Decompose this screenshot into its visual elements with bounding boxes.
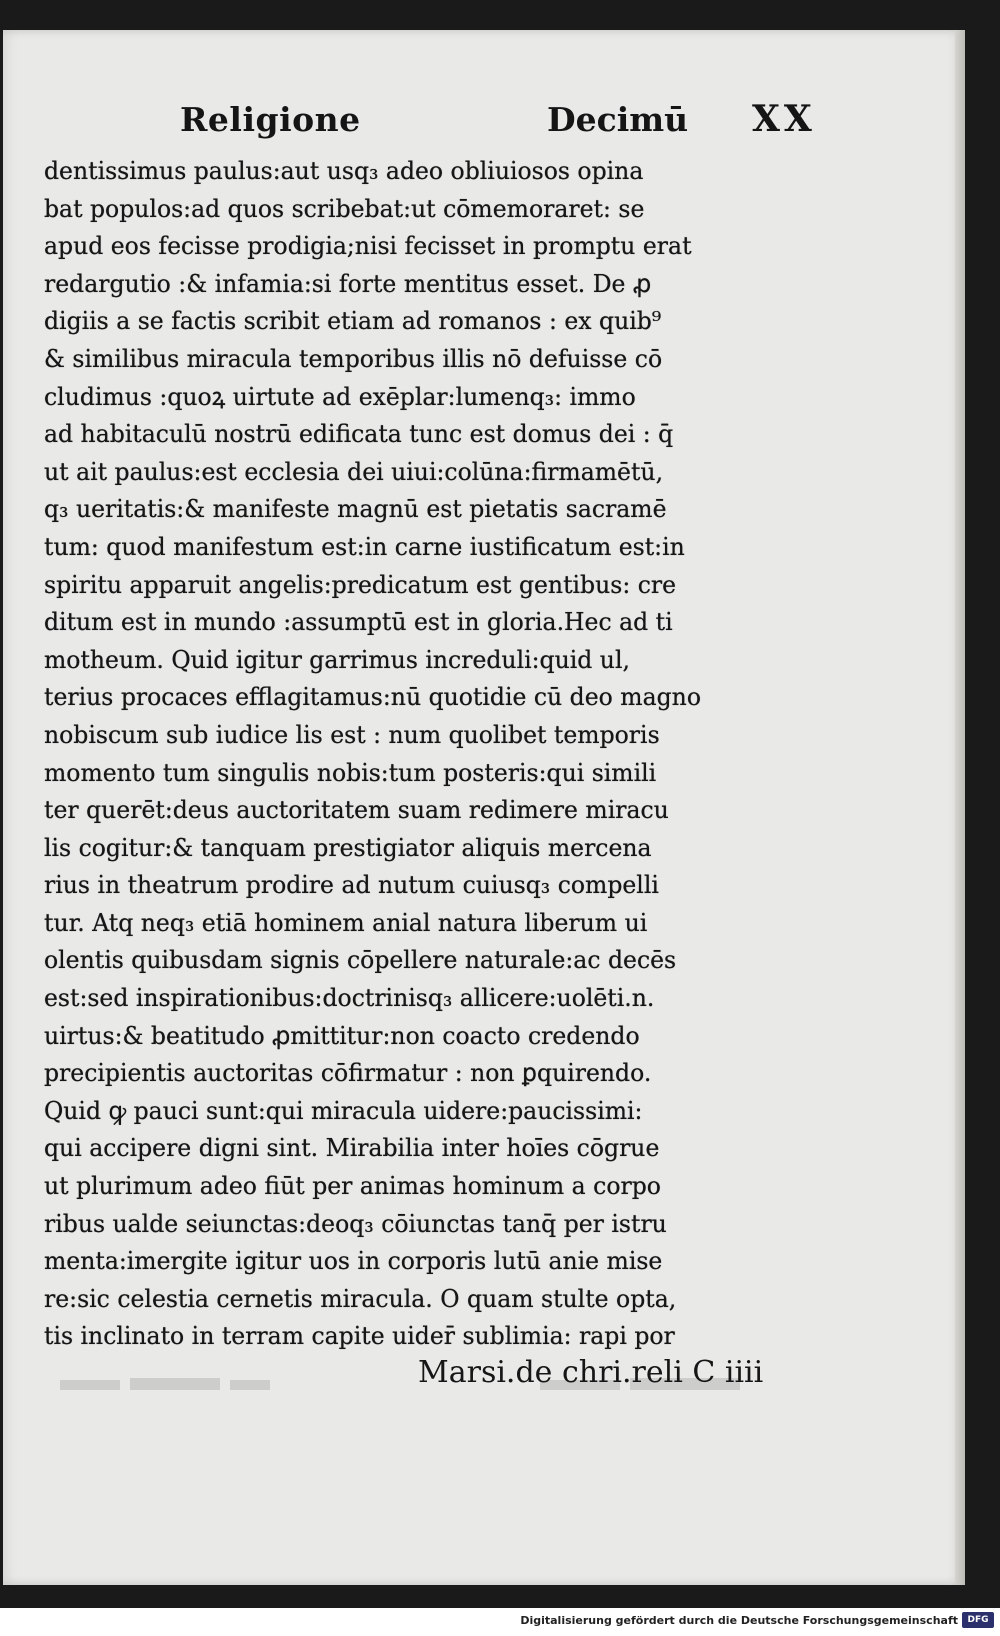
text-line: rius in theatrum prodire ad nutum cuiusq₃ compelli bbox=[44, 870, 659, 900]
text-line: olentis quibusdam signis cōpellere naturale:ac decēs bbox=[44, 945, 677, 975]
text-line: precipientis auctoritas cōfirmatur : non ꝑquirendo. bbox=[44, 1058, 652, 1088]
text-line: dentissimus paulus:aut usq₃ adeo obliuiosos opina bbox=[44, 156, 644, 185]
text-line: ribus ualde seiunctas:deoq₃ cōiunctas tanq̄ per istru bbox=[44, 1208, 667, 1238]
text-line: redargutio :& infamia:si forte mentitus esset. De ꝓ bbox=[44, 268, 652, 298]
offset-ghost-text bbox=[60, 1370, 280, 1400]
footer-bar bbox=[0, 1608, 1000, 1636]
text-line: tis inclinato in terram capite uider̄ sublimia: rapi por bbox=[44, 1321, 675, 1351]
text-line: spiritu apparuit angelis:predicatum est gentibus: cre bbox=[44, 569, 677, 599]
text-line: ut plurimum adeo fiūt per animas hominum a corpo bbox=[44, 1171, 661, 1201]
text-line: ter querēt:deus auctoritatem suam redimere miracu bbox=[44, 795, 669, 825]
text-line: ad habitaculū nostrū edificata tunc est domus dei : q̄ bbox=[44, 419, 674, 449]
text-line: tur. Atq neq₃ etiā hominem anial natura liberum ui bbox=[44, 907, 648, 937]
text-line: ut ait paulus:est ecclesia dei uiui:colūna:firmamētū, bbox=[44, 456, 664, 486]
folio-number: XX bbox=[752, 98, 816, 140]
text-line: digiis a se factis scribit etiam ad romanos : ex quib⁹ bbox=[44, 306, 662, 336]
page-edge bbox=[955, 30, 965, 1585]
text-line: menta:imergite igitur uos in corporis lutū anie mise bbox=[44, 1246, 663, 1276]
text-line: lis cogitur:& tanquam prestigiator aliquis mercena bbox=[44, 832, 652, 862]
funding-note: Digitalisierung gefördert durch die Deutsche Forschungsgemeinschaft bbox=[520, 1614, 958, 1627]
text-line: re:sic celestia cernetis miracula. O quam stulte opta, bbox=[44, 1283, 677, 1313]
text-line: uirtus:& beatitudo ꝓmittitur:non coacto credendo bbox=[44, 1020, 640, 1050]
dfg-logo: DFG bbox=[962, 1612, 994, 1628]
header-middle: Decimū bbox=[547, 100, 689, 139]
text-line: est:sed inspirationibus:doctrinisq₃ allicere:uolēti.n. bbox=[44, 983, 655, 1013]
text-line: momento tum singulis nobis:tum posteris:qui simili bbox=[44, 757, 657, 787]
text-line: Quid ꝙ pauci sunt:qui miracula uidere:paucissimi: bbox=[44, 1095, 643, 1125]
text-line: nobiscum sub iudice lis est : num quolibet temporis bbox=[44, 719, 660, 749]
text-line: & similibus miracula temporibus illis nō defuisse cō bbox=[44, 343, 663, 373]
text-line: ditum est in mundo :assumptū est in gloria.Hec ad ti bbox=[44, 607, 673, 637]
signature-mark: Marsi.de chri.reli C iiii bbox=[418, 1355, 764, 1390]
text-line: bat populos:ad quos scribebat:ut cōmemoraret: se bbox=[44, 193, 645, 223]
text-line: terius procaces efflagitamus:nū quotidie cū deo magno bbox=[44, 682, 701, 712]
text-line: motheum. Quid igitur garrimus increduli:quid ul, bbox=[44, 644, 630, 674]
text-line: apud eos fecisse prodigia;nisi fecisset in promptu erat bbox=[44, 231, 692, 261]
header-left: Religione bbox=[180, 100, 361, 139]
running-header bbox=[0, 80, 1000, 140]
text-line: cludimus :quoꝝ uirtute ad exēplar:lumenq₃: immo bbox=[44, 381, 636, 411]
text-line: tum: quod manifestum est:in carne iustificatum est:in bbox=[44, 531, 685, 561]
text-line: q₃ ueritatis:& manifeste magnū est pietatis sacramē bbox=[44, 494, 667, 524]
body-text bbox=[44, 152, 844, 1355]
text-line: qui accipere digni sint. Mirabilia inter hoīes cōgrue bbox=[44, 1133, 660, 1163]
